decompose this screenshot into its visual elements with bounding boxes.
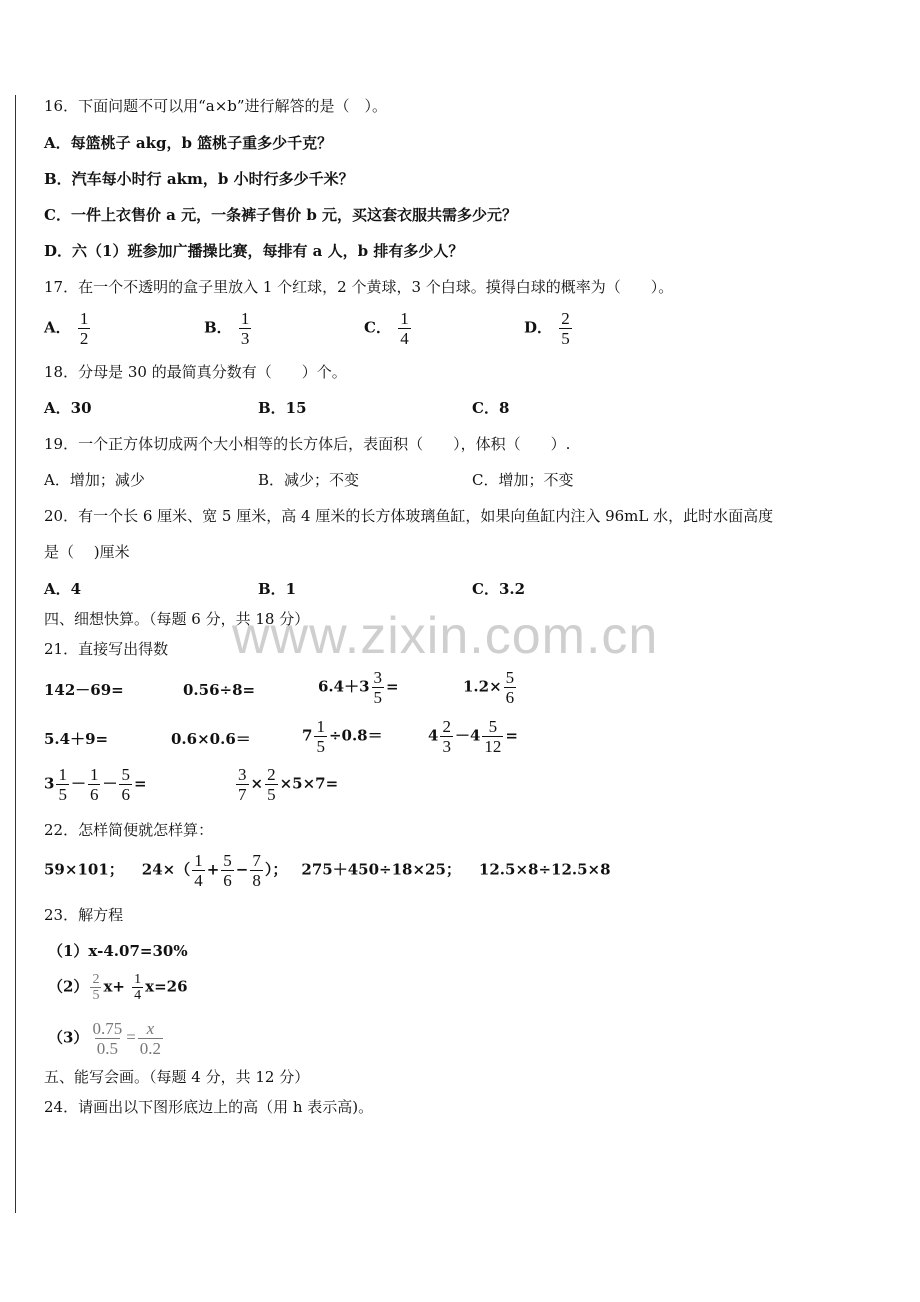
q16-option-a: A．每篮桃子 akg，b 篮桃子重多少千克？ [44, 134, 333, 152]
fraction: $\frac{1}{6}$ [89, 765, 99, 804]
fraction: $\frac{1}{2}$ [79, 309, 89, 348]
fraction: $\frac{5}{6}$ [505, 668, 515, 707]
q17-option-d: D． $\frac{2}{5}$ [524, 309, 570, 348]
q16-stem: 16．下面问题不可以用“a×b”进行解答的是（ ）。 [44, 97, 388, 115]
fraction: $\frac{1}{4}$ [194, 851, 203, 890]
q22-expressions: 59×101； 24×（ $\frac{1}{4}$ + $\frac{5}{6}$ − $\frac{7}{8}$ ）； 275＋450÷18×25； 12.5×8÷12.5×8 [44, 851, 611, 890]
q17-stem: 17．在一个不透明的盒子里放入 1 个红球，2 个黄球，3 个白球。摸得白球的概率为（ ）。 [44, 278, 674, 296]
q23-equation-3: （3） $\frac{0.75}{0.5}$ = $\frac{x}{0.2}$ [48, 1019, 162, 1058]
q16-option-b: B．汽车每小时行 akm，b 小时行多少千米？ [44, 170, 354, 188]
q17-option-c: C． $\frac{1}{4}$ [364, 309, 409, 348]
fraction: $\frac{2}{5}$ [92, 972, 100, 1003]
fraction: $\frac{5}{6}$ [223, 851, 232, 890]
q16-option-d: D．六（1）班参加广播操比赛，每排有 a 人，b 排有多少人？ [44, 242, 464, 260]
q21-expr-9: 3 $\frac{1}{5}$ － $\frac{1}{6}$ － $\frac{5}{6}$ = [44, 765, 147, 804]
q17-option-b: B． $\frac{1}{3}$ [204, 309, 250, 348]
q21-expr-7: 7 $\frac{1}{5}$ ÷0.8＝ [302, 717, 383, 756]
q20-option-c: C．3.2 [472, 580, 526, 598]
q21-expr-2: 0.56÷8= [183, 681, 256, 699]
q21-expr-5: 5.4＋9= [44, 730, 109, 748]
fraction: $\frac{2}{5}$ [561, 309, 570, 348]
fraction: $\frac{x}{0.2}$ [139, 1019, 162, 1058]
q22-title: 22．怎样简便就怎样算： [44, 821, 214, 839]
q19-option-c: C．增加；不变 [472, 471, 574, 489]
fraction: $\frac{1}{5}$ [58, 765, 67, 804]
q20-stem-line2: 是（ )厘米 [44, 543, 130, 561]
q21-expr-3: 6.4＋3 $\frac{3}{5}$ = [318, 668, 399, 707]
fraction: $\frac{1}{4}$ [400, 309, 409, 348]
fraction: $\frac{5}{12}$ [484, 717, 502, 756]
q19-option-a: A．增加；减少 [44, 471, 145, 489]
q18-option-c: C．8 [472, 399, 510, 417]
q20-option-a: A．4 [44, 580, 82, 598]
q16-option-c: C．一件上衣售价 a 元，一条裤子售价 b 元，买这套衣服共需多少元？ [44, 206, 518, 224]
section-5-heading: 五、能写会画。（每题 4 分，共 12 分） [44, 1068, 310, 1086]
q20-stem-line1: 20．有一个长 6 厘米、宽 5 厘米，高 4 厘米的长方体玻璃鱼缸，如果向鱼缸内注入 96mL 水，此时水面高度 [44, 507, 774, 525]
q24-stem: 24．请画出以下图形底边上的高（用 h 表示高)。 [44, 1098, 374, 1116]
q19-option-b: B．减少；不变 [258, 471, 360, 489]
fraction: $\frac{0.75}{0.5}$ [92, 1019, 123, 1058]
q18-option-b: B．15 [258, 399, 307, 417]
fraction: $\frac{2}{3}$ [442, 717, 451, 756]
q18-stem: 18．分母是 30 的最简真分数有（ ）个。 [44, 363, 347, 381]
fraction: $\frac{5}{6}$ [121, 765, 130, 804]
q21-expr-10: $\frac{3}{7}$ × $\frac{2}{5}$ ×5×7= [238, 765, 339, 804]
left-margin-line [15, 95, 16, 1213]
q18-option-a: A．30 [44, 399, 92, 417]
q21-expr-8: 4 $\frac{2}{3}$ －4 $\frac{5}{12}$ = [428, 717, 518, 756]
fraction: $\frac{1}{4}$ [134, 972, 142, 1003]
q17-option-a: A． $\frac{1}{2}$ [44, 309, 89, 348]
fraction: $\frac{1}{5}$ [316, 717, 325, 756]
fraction: $\frac{7}{8}$ [252, 851, 261, 890]
q21-expr-4: 1.2× $\frac{5}{6}$ [463, 668, 515, 707]
q21-title: 21．直接写出得数 [44, 640, 169, 658]
fraction: $\frac{2}{5}$ [267, 765, 276, 804]
q23-equation-2: （2） $\frac{2}{5}$ x+ $\frac{1}{4}$ x=26 [48, 972, 188, 1003]
q21-expr-1: 142－69= [44, 681, 124, 699]
q19-stem: 19．一个正方体切成两个大小相等的长方体后，表面积（ ），体积（ ）. [44, 435, 571, 453]
q20-option-b: B．1 [258, 580, 297, 598]
fraction: $\frac{1}{3}$ [240, 309, 250, 348]
q23-equation-1: （1）x-4.07=30% [48, 942, 188, 960]
q23-title: 23．解方程 [44, 906, 124, 924]
q21-expr-6: 0.6×0.6＝ [171, 730, 251, 748]
section-4-heading: 四、细想快算。（每题 6 分，共 18 分） [44, 610, 310, 628]
fraction: $\frac{3}{7}$ [238, 765, 247, 804]
fraction: $\frac{3}{5}$ [373, 668, 383, 707]
watermark: www.zixin.com.cn [232, 607, 659, 665]
